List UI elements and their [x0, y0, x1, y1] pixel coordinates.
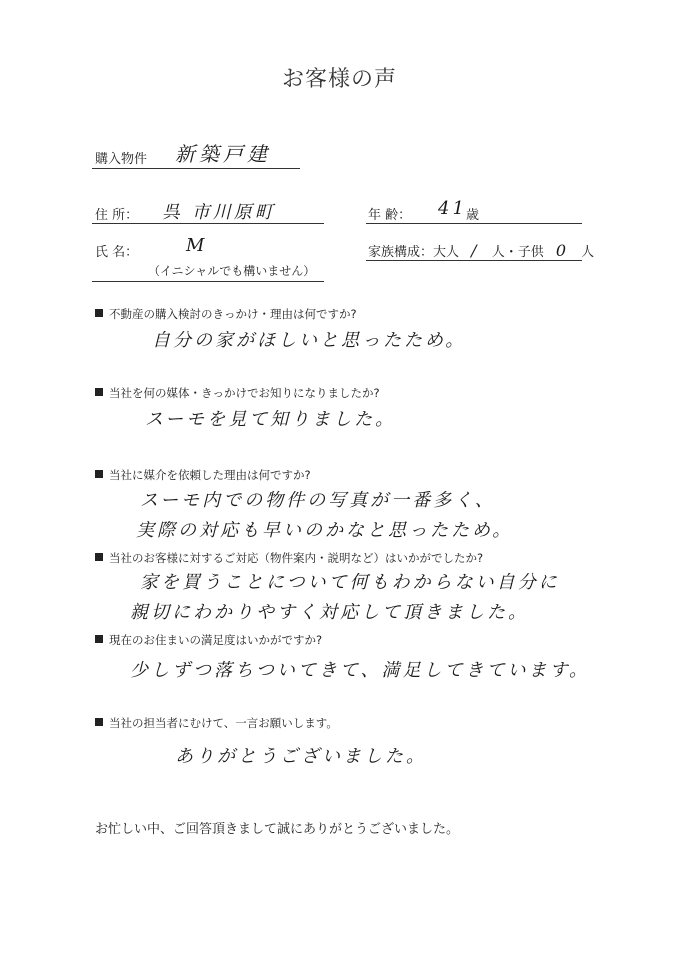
question-4: 当社のお客様に対するご対応（物件案内・説明など）はいかがでしたか?	[95, 550, 483, 566]
question-2: 当社を何の媒体・きっかけでお知りになりましたか?	[95, 385, 380, 401]
answer-6-line-1: ありがとうございました。	[175, 746, 427, 767]
answer-1-line-1: 自分の家がほしいと思ったため。	[152, 330, 467, 351]
question-1: 不動産の購入検討のきっかけ・理由は何ですか?	[95, 306, 357, 322]
age-label: 年 齢：	[368, 208, 412, 223]
bullet-icon	[95, 553, 103, 561]
family-underline	[366, 260, 582, 261]
family-children: 0	[555, 241, 570, 260]
bullet-icon	[95, 718, 103, 726]
address-underline	[92, 223, 324, 224]
question-3: 当社に媒介を依頼した理由は何ですか?	[95, 467, 311, 483]
bullet-icon	[95, 388, 103, 396]
name-underline	[92, 281, 324, 282]
answer-4-line-2: 親切にわかりやすく対応して頂きました。	[130, 602, 529, 623]
closing-message: お忙しい中、ご回答頂きまして誠にありがとうございました。	[95, 822, 460, 837]
answer-5-line-1: 少しずつ落ちついてきて、満足してきています。	[130, 660, 591, 681]
name-value: M	[186, 235, 208, 256]
age-underline	[366, 223, 582, 224]
property-underline	[92, 168, 300, 169]
family-mid: 人・子供	[491, 245, 544, 260]
bullet-icon	[95, 635, 103, 643]
family-unit: 人	[581, 245, 595, 260]
property-label: 購入物件	[95, 152, 148, 167]
answer-3-line-2: 実際の対応も早いのかなと思ったため。	[136, 520, 514, 541]
property-value: 新築戸建	[175, 142, 271, 166]
name-label: 氏 名：	[95, 245, 139, 260]
family-label-text: 家族構成：大人	[368, 245, 460, 260]
name-note: （イニシャルでも構いません）	[148, 264, 316, 278]
address-value: 呉 市川原町	[162, 202, 276, 223]
answer-2-line-1: スーモを見て知りました。	[145, 409, 397, 430]
family-label	[368, 241, 594, 260]
age-value: 41	[438, 198, 467, 219]
age-unit: 歳	[466, 208, 480, 223]
bullet-icon	[95, 309, 103, 317]
question-5: 現在のお住まいの満足度はいかがですか?	[95, 632, 322, 648]
answer-3-line-1: スーモ内での物件の写真が一番多く、	[140, 490, 496, 511]
address-label: 住 所：	[95, 208, 139, 223]
answer-4-line-1: 家を買うことについて何もわからない自分に	[140, 572, 560, 593]
family-adults: /	[471, 241, 480, 260]
question-6: 当社の担当者にむけて、一言お願いします。	[95, 715, 338, 731]
bullet-icon	[95, 470, 103, 478]
page-title: お客様の声	[281, 67, 397, 92]
